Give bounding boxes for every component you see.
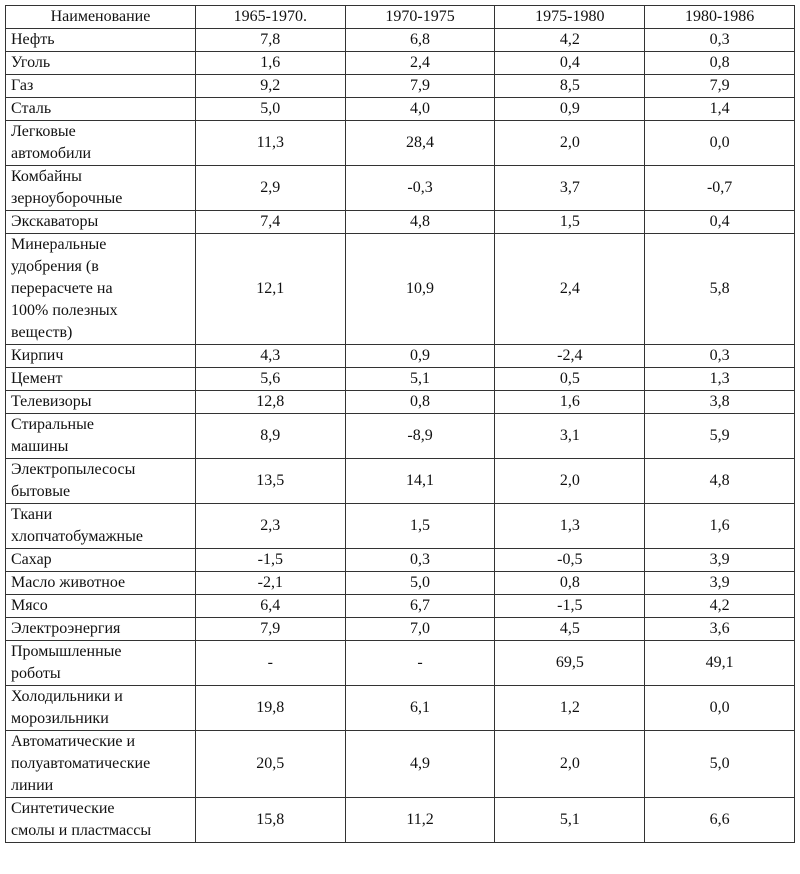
row-name (6, 549, 196, 572)
row-value: 0,8 (345, 391, 495, 414)
row-value: 8,9 (195, 414, 345, 459)
row-value: 2,4 (345, 52, 495, 75)
row-name-line: 100% полезных (11, 302, 118, 319)
row-name-line: Ткани (11, 506, 53, 523)
table-row (6, 234, 795, 345)
row-name-line: Стиральные (11, 416, 94, 433)
table-row (6, 618, 795, 641)
row-name-line: Легковые (11, 123, 76, 140)
row-name (6, 641, 196, 686)
row-value: -1,5 (495, 595, 645, 618)
row-value: 2,0 (495, 459, 645, 504)
table-row (6, 391, 795, 414)
row-value: 4,9 (345, 731, 495, 798)
row-value: 5,0 (345, 572, 495, 595)
row-value: 28,4 (345, 121, 495, 166)
row-name (6, 459, 196, 504)
table-row (6, 211, 795, 234)
row-name (6, 686, 196, 731)
row-value: -0,3 (345, 166, 495, 211)
row-name (6, 98, 196, 121)
row-value: 3,9 (645, 572, 795, 595)
row-value: 14,1 (345, 459, 495, 504)
row-value: 6,6 (645, 798, 795, 843)
row-value: 7,8 (195, 29, 345, 52)
row-value: 3,7 (495, 166, 645, 211)
row-value: 0,0 (645, 686, 795, 731)
row-value: 1,3 (495, 504, 645, 549)
row-value: 0,8 (495, 572, 645, 595)
row-value: 6,7 (345, 595, 495, 618)
table-row (6, 686, 795, 731)
row-value: 3,9 (645, 549, 795, 572)
header-period: 1970-1975 (345, 6, 495, 29)
row-value: 1,6 (645, 504, 795, 549)
row-name (6, 414, 196, 459)
row-value: -2,4 (495, 345, 645, 368)
row-name (6, 211, 196, 234)
row-value: 5,0 (645, 731, 795, 798)
table-body (6, 29, 795, 843)
header-period: 1965-1970. (195, 6, 345, 29)
table-row (6, 504, 795, 549)
row-value: -2,1 (195, 572, 345, 595)
row-value: 3,8 (645, 391, 795, 414)
table-row (6, 549, 795, 572)
row-name-line: Холодильники и (11, 688, 123, 705)
row-value: 5,8 (645, 234, 795, 345)
row-value: - (195, 641, 345, 686)
row-name-line: Минеральные (11, 236, 107, 253)
statistics-table (5, 5, 795, 843)
row-value: 4,0 (345, 98, 495, 121)
row-name-line: Сталь (11, 100, 52, 117)
row-value: 0,5 (495, 368, 645, 391)
table-row (6, 345, 795, 368)
row-value: 69,5 (495, 641, 645, 686)
table-row (6, 166, 795, 211)
row-value: 0,3 (645, 29, 795, 52)
row-value: 7,0 (345, 618, 495, 641)
row-name (6, 391, 196, 414)
row-value: 12,8 (195, 391, 345, 414)
row-value: 7,4 (195, 211, 345, 234)
row-value: 2,3 (195, 504, 345, 549)
row-value: 3,6 (645, 618, 795, 641)
row-value: 3,1 (495, 414, 645, 459)
row-name (6, 798, 196, 843)
row-value: 19,8 (195, 686, 345, 731)
row-name (6, 75, 196, 98)
row-value: - (345, 641, 495, 686)
row-name-line: Электроэнергия (11, 620, 121, 637)
row-value: 4,2 (645, 595, 795, 618)
row-name-line: удобрения (в (11, 258, 99, 275)
row-value: 7,9 (345, 75, 495, 98)
row-name-line: зерноуборочные (11, 190, 123, 207)
row-value: 4,8 (345, 211, 495, 234)
row-value: 2,0 (495, 731, 645, 798)
row-name-line: смолы и пластмассы (11, 822, 152, 839)
row-name-line: Экскаваторы (11, 213, 99, 230)
row-value: 20,5 (195, 731, 345, 798)
row-name-line: линии (11, 777, 54, 794)
row-name (6, 504, 196, 549)
row-value: 10,9 (345, 234, 495, 345)
header-period: 1975-1980 (495, 6, 645, 29)
row-value: 0,4 (495, 52, 645, 75)
row-name-line: Кирпич (11, 347, 64, 364)
row-value: 2,9 (195, 166, 345, 211)
row-value: 1,3 (645, 368, 795, 391)
row-value: 5,6 (195, 368, 345, 391)
table-row (6, 75, 795, 98)
row-name-line: Масло животное (11, 574, 126, 591)
table-row (6, 414, 795, 459)
row-name-line: морозильники (11, 710, 109, 727)
table-row (6, 459, 795, 504)
row-name-line: автомобили (11, 145, 92, 162)
row-value: 4,3 (195, 345, 345, 368)
row-value: 1,6 (195, 52, 345, 75)
row-name (6, 572, 196, 595)
header-row (6, 6, 795, 29)
row-name (6, 52, 196, 75)
row-value: 0,0 (645, 121, 795, 166)
row-value: 2,4 (495, 234, 645, 345)
row-name-line: Нефть (11, 31, 55, 48)
row-name (6, 345, 196, 368)
row-name (6, 368, 196, 391)
row-name-line: Уголь (11, 54, 51, 71)
row-value: 15,8 (195, 798, 345, 843)
row-value: 1,2 (495, 686, 645, 731)
row-value: 13,5 (195, 459, 345, 504)
row-value: 4,8 (645, 459, 795, 504)
table-row (6, 798, 795, 843)
row-value: 0,3 (345, 549, 495, 572)
row-value: 0,4 (645, 211, 795, 234)
table-row (6, 52, 795, 75)
row-name-line: Мясо (11, 597, 48, 614)
row-value: 5,0 (195, 98, 345, 121)
table-row (6, 572, 795, 595)
row-value: 6,1 (345, 686, 495, 731)
row-value: 0,9 (495, 98, 645, 121)
row-name-line: Автоматические и (11, 733, 136, 750)
row-name-line: Комбайны (11, 168, 82, 185)
row-value: 1,5 (495, 211, 645, 234)
row-value: -0,7 (645, 166, 795, 211)
header-name: Наименование (6, 6, 196, 29)
row-name (6, 595, 196, 618)
row-value: 6,4 (195, 595, 345, 618)
row-value: 7,9 (195, 618, 345, 641)
row-value: 4,2 (495, 29, 645, 52)
row-name-line: перерасчете на (11, 280, 113, 297)
row-name-line: Телевизоры (11, 393, 92, 410)
row-name-line: Промышленные (11, 643, 122, 660)
row-value: 1,4 (645, 98, 795, 121)
row-name-line: Цемент (11, 370, 63, 387)
row-name-line: хлопчатобумажные (11, 528, 143, 545)
row-value: 5,1 (495, 798, 645, 843)
row-name (6, 166, 196, 211)
row-value: 11,3 (195, 121, 345, 166)
row-name-line: веществ) (11, 324, 73, 341)
row-name-line: бытовые (11, 483, 71, 500)
table-row (6, 29, 795, 52)
row-value: 6,8 (345, 29, 495, 52)
row-name (6, 234, 196, 345)
row-name-line: полуавтоматические (11, 755, 151, 772)
table-row (6, 641, 795, 686)
table-row (6, 595, 795, 618)
table-row (6, 731, 795, 798)
row-name-line: Сахар (11, 551, 52, 568)
row-value: 5,9 (645, 414, 795, 459)
row-name (6, 29, 196, 52)
row-name (6, 731, 196, 798)
row-value: 5,1 (345, 368, 495, 391)
row-name (6, 618, 196, 641)
table-row (6, 121, 795, 166)
row-value: -1,5 (195, 549, 345, 572)
row-value: 9,2 (195, 75, 345, 98)
row-name (6, 121, 196, 166)
row-value: 1,6 (495, 391, 645, 414)
row-value: 4,5 (495, 618, 645, 641)
row-value: 49,1 (645, 641, 795, 686)
row-value: 0,9 (345, 345, 495, 368)
header-period: 1980-1986 (645, 6, 795, 29)
row-name-line: Синтетические (11, 800, 115, 817)
row-value: 8,5 (495, 75, 645, 98)
table-row (6, 368, 795, 391)
row-value: 1,5 (345, 504, 495, 549)
row-value: 0,3 (645, 345, 795, 368)
row-value: -0,5 (495, 549, 645, 572)
row-value: 7,9 (645, 75, 795, 98)
row-value: 2,0 (495, 121, 645, 166)
table-row (6, 98, 795, 121)
row-name-line: роботы (11, 665, 61, 682)
row-name-line: Электропылесосы (11, 461, 136, 478)
row-name-line: Газ (11, 77, 34, 94)
row-value: 12,1 (195, 234, 345, 345)
row-value: 0,8 (645, 52, 795, 75)
row-name-line: машины (11, 438, 69, 455)
row-value: 11,2 (345, 798, 495, 843)
row-value: -8,9 (345, 414, 495, 459)
